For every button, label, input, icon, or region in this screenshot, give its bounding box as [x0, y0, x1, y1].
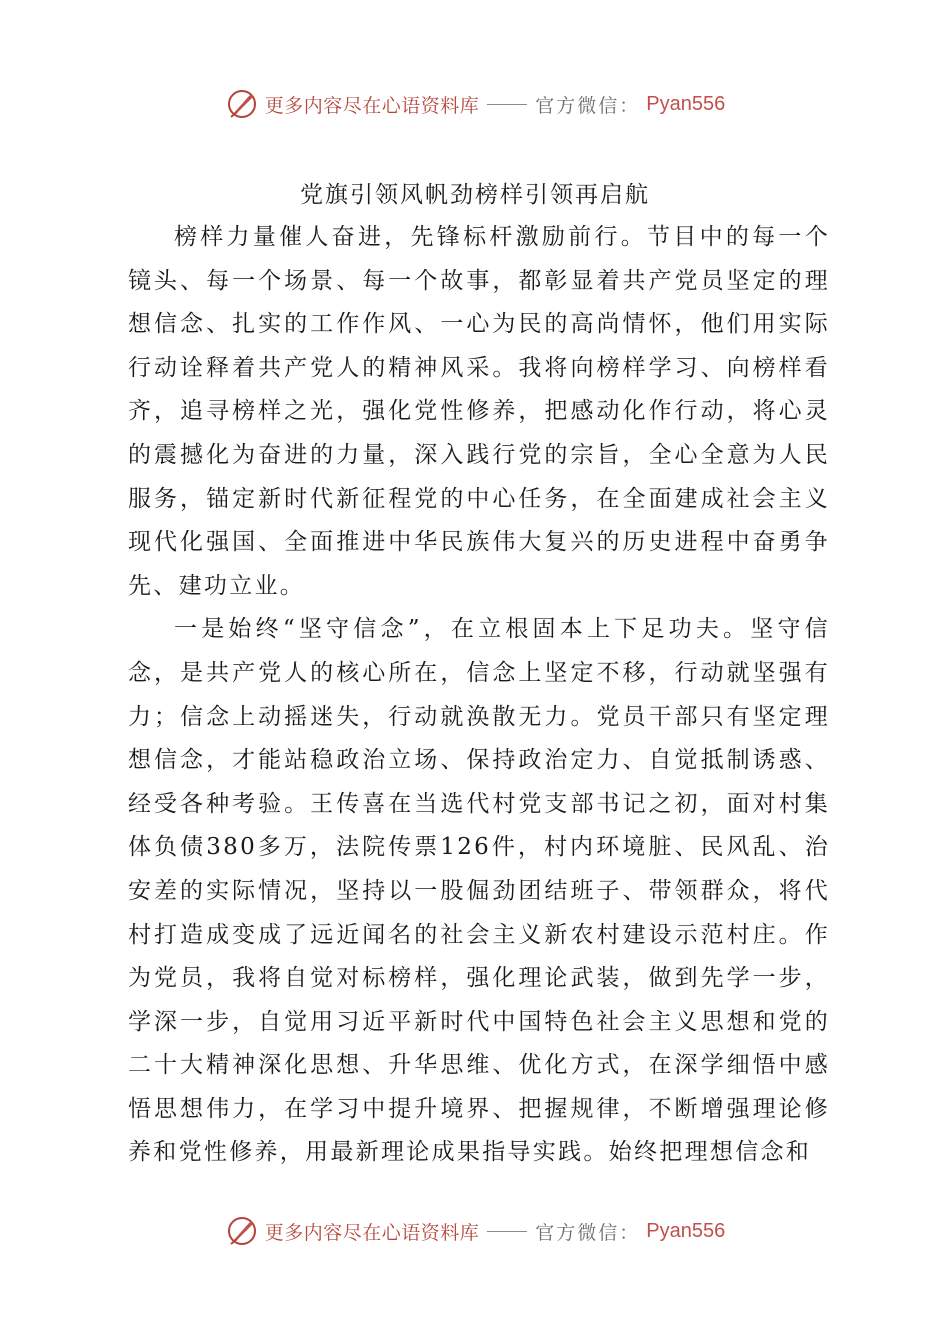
- footer-wechat-id: Pyan556: [646, 1219, 726, 1242]
- footer-wechat-label: 官方微信：: [535, 1221, 641, 1244]
- footer-brand-text: 更多内容尽在心语资料库: [264, 1221, 480, 1244]
- footer-dash-divider: [487, 1231, 527, 1232]
- header-wechat-id: Pyan556: [646, 92, 726, 115]
- document-title: 党旗引领风帆劲榜样引领再启航: [300, 182, 650, 208]
- header-wechat-label: 官方微信：: [535, 94, 641, 117]
- footer-watermark: [0, 1211, 950, 1251]
- quill-logo-icon: [225, 87, 259, 121]
- document-body: [128, 216, 830, 1175]
- quill-logo-icon: [225, 1214, 259, 1248]
- header-dash-divider: [487, 104, 527, 105]
- paragraph-intro: 榜样力量催人奋进，先锋标杆激励前行。节目中的每一个镜头、每一个场景、每一个故事，都彰显着共产党员坚定的理想信念、扎实的工作作风、一心为民的高尚情怀，他们用实际行动诠释着共产党人的精神风采。我将向榜样学习、向榜样看齐，追寻榜样之光，强化党性修养，把感动化作行动，将心灵的震撼化为奋进的力量，深入践行党的宗旨，全心全意为人民服务，锚定新时代新征程党的中心任务，在全面建成社会主义现代化强国、全面推进中华民族伟大复兴的历史进程中奋勇争先、建功立业。: [128, 224, 830, 599]
- header-watermark: [0, 84, 950, 124]
- paragraph-point-one: 一是始终“坚守信念”，在立根固本上下足功夫。坚守信念，是共产党人的核心所在，信念上坚定不移，行动就坚强有力；信念上动摇迷失，行动就涣散无力。党员干部只有坚定理想信念，才能站稳政治立场、保持政治定力、自觉抵制诱惑、经受各种考验。王传喜在当选代村党支部书记之初，面对村集体负债380多万，法院传票126件，村内环境脏、民风乱、治安差的实际情况，坚持以一股倔劲团结班子、带领群众，将代村打造成变成了远近闻名的社会主义新农村建设示范村庄。作为党员，我将自觉对标榜样，强化理论武装，做到先学一步，学深一步，自觉用习近平新时代中国特色社会主义思想和党的二十大精神深化思想、升华思维、优化方式，在深学细悟中感悟思想伟力，在学习中提升境界、把握规律，不断增强理论修养和党性修养，用最新理论成果指导实践。始终把理想信念和: [128, 616, 830, 1166]
- header-brand-text: 更多内容尽在心语资料库: [264, 94, 480, 117]
